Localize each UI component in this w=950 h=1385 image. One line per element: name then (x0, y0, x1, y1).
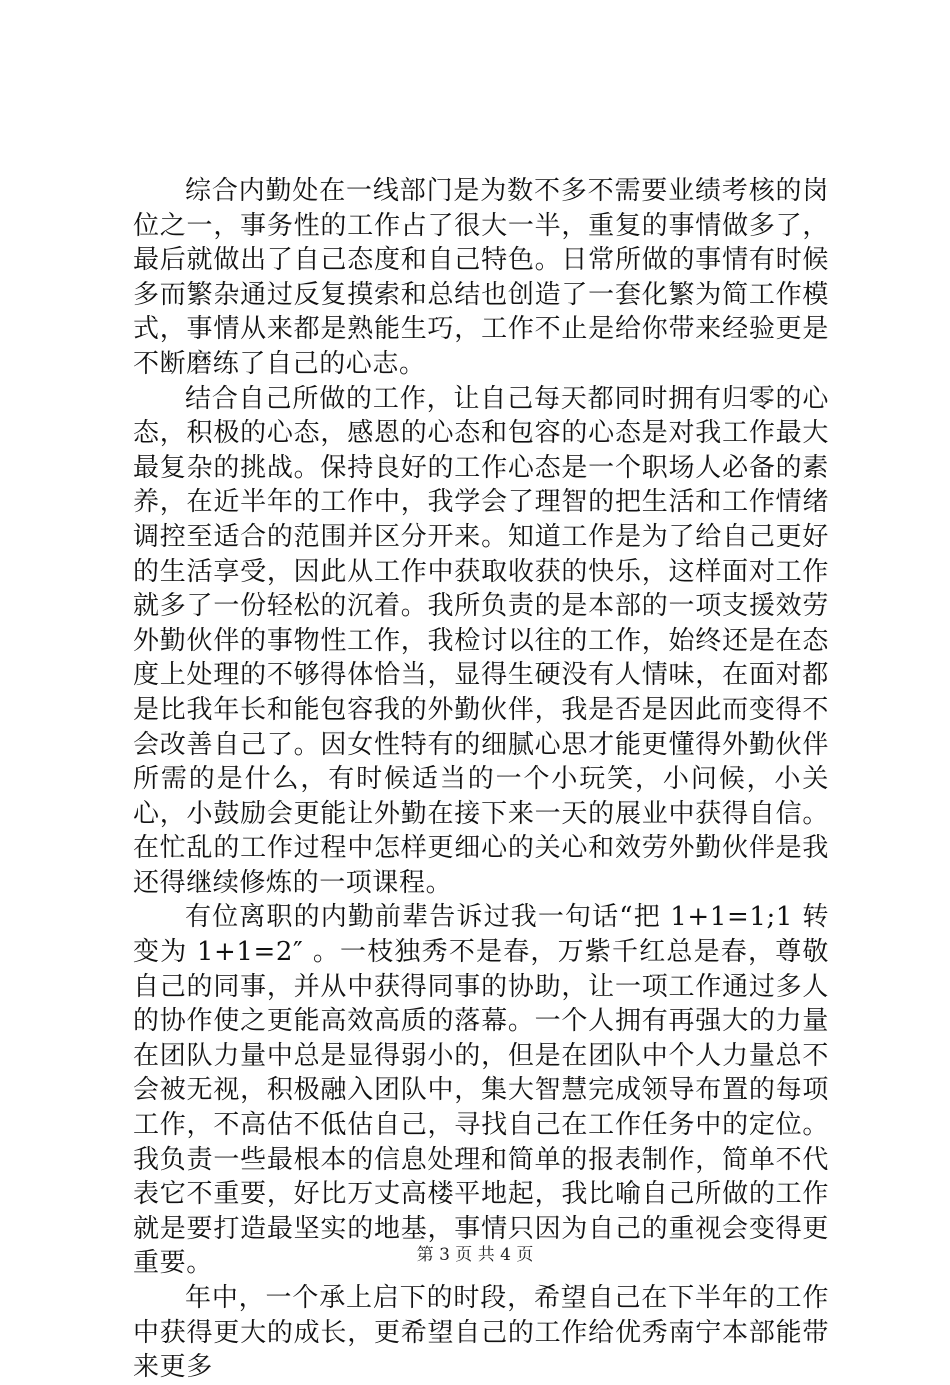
paragraph-2: 结合自己所做的工作，让自己每天都同时拥有归零的心态，积极的心态，感恩的心态和包容的心态是对我工作最大最复杂的挑战。保持良好的工作心态是一个职场人必备的素养，在近半年的工作中，我学会了理智的把生活和工作情绪调控至适合的范围并区分开来。知道工作是为了给自己更好的生活享受，因此从工作中获取收获的快乐，这样面对工作就多了一份轻松的沉着。我所负责的是本部的一项支援效劳外勤伙伴的事物性工作，我检讨以往的工作，始终还是在态度上处理的不够得体恰当，显得生硬没有人情味，在面对都是比我年长和能包容我的外勤伙伴，我是否是因此而变得不会改善自己了。因女性特有的细腻心思才能更懂得外勤伙伴所需的是什么，有时候适当的一个小玩笑，小问候，小关心，小鼓励会更能让外勤在接下来一天的展业中获得自信。在忙乱的工作过程中怎样更细心的关心和效劳外勤伙伴是我还得继续修炼的一项课程。 (133, 383, 829, 898)
paragraph-3: 有位离职的内勤前辈告诉过我一句话“把 1+1=1;1 转变为 1+1=2″ 。一枝独秀不是春，万紫千红总是春，尊敬自己的同事，并从中获得同事的协助，让一项工作通过多人的协作使之更能高效高质的落幕。一个人拥有再强大的力量在团队力量中总是显得弱小的，但是在团队中个人力量总不会被无视，积极融入团队中，集大智慧完成领导布置的每项工作，不高估不低估自己，寻找自己在工作任务中的定位。我负责一些最根本的信息处理和简单的报表制作，简单不代表它不重要，好比万丈高楼平地起，我比喻自己所做的工作就是要打造最坚实的地基，事情只因为自己的重视会变得更重要。 (133, 902, 829, 1279)
paragraph-4: 年中，一个承上启下的时段，希望自己在下半年的工作中获得更大的成长，更希望自己的工作给优秀南宁本部能带来更多 (133, 1283, 829, 1383)
paragraph-1: 综合内勤处在一线部门是为数不多不需要业绩考核的岗位之一，事务性的工作占了很大一半，重复的事情做多了，最后就做出了自己态度和自己特色。日常所做的事情有时候多而繁杂通过反复摸索和总结也创造了一套化繁为简工作模式，事情从来都是熟能生巧，工作不止是给你带来经验更是不断磨练了自己的心志。 (133, 176, 829, 379)
page-number-footer: 第 3 页 共 4 页 (416, 1245, 534, 1265)
document-body (133, 174, 829, 1385)
